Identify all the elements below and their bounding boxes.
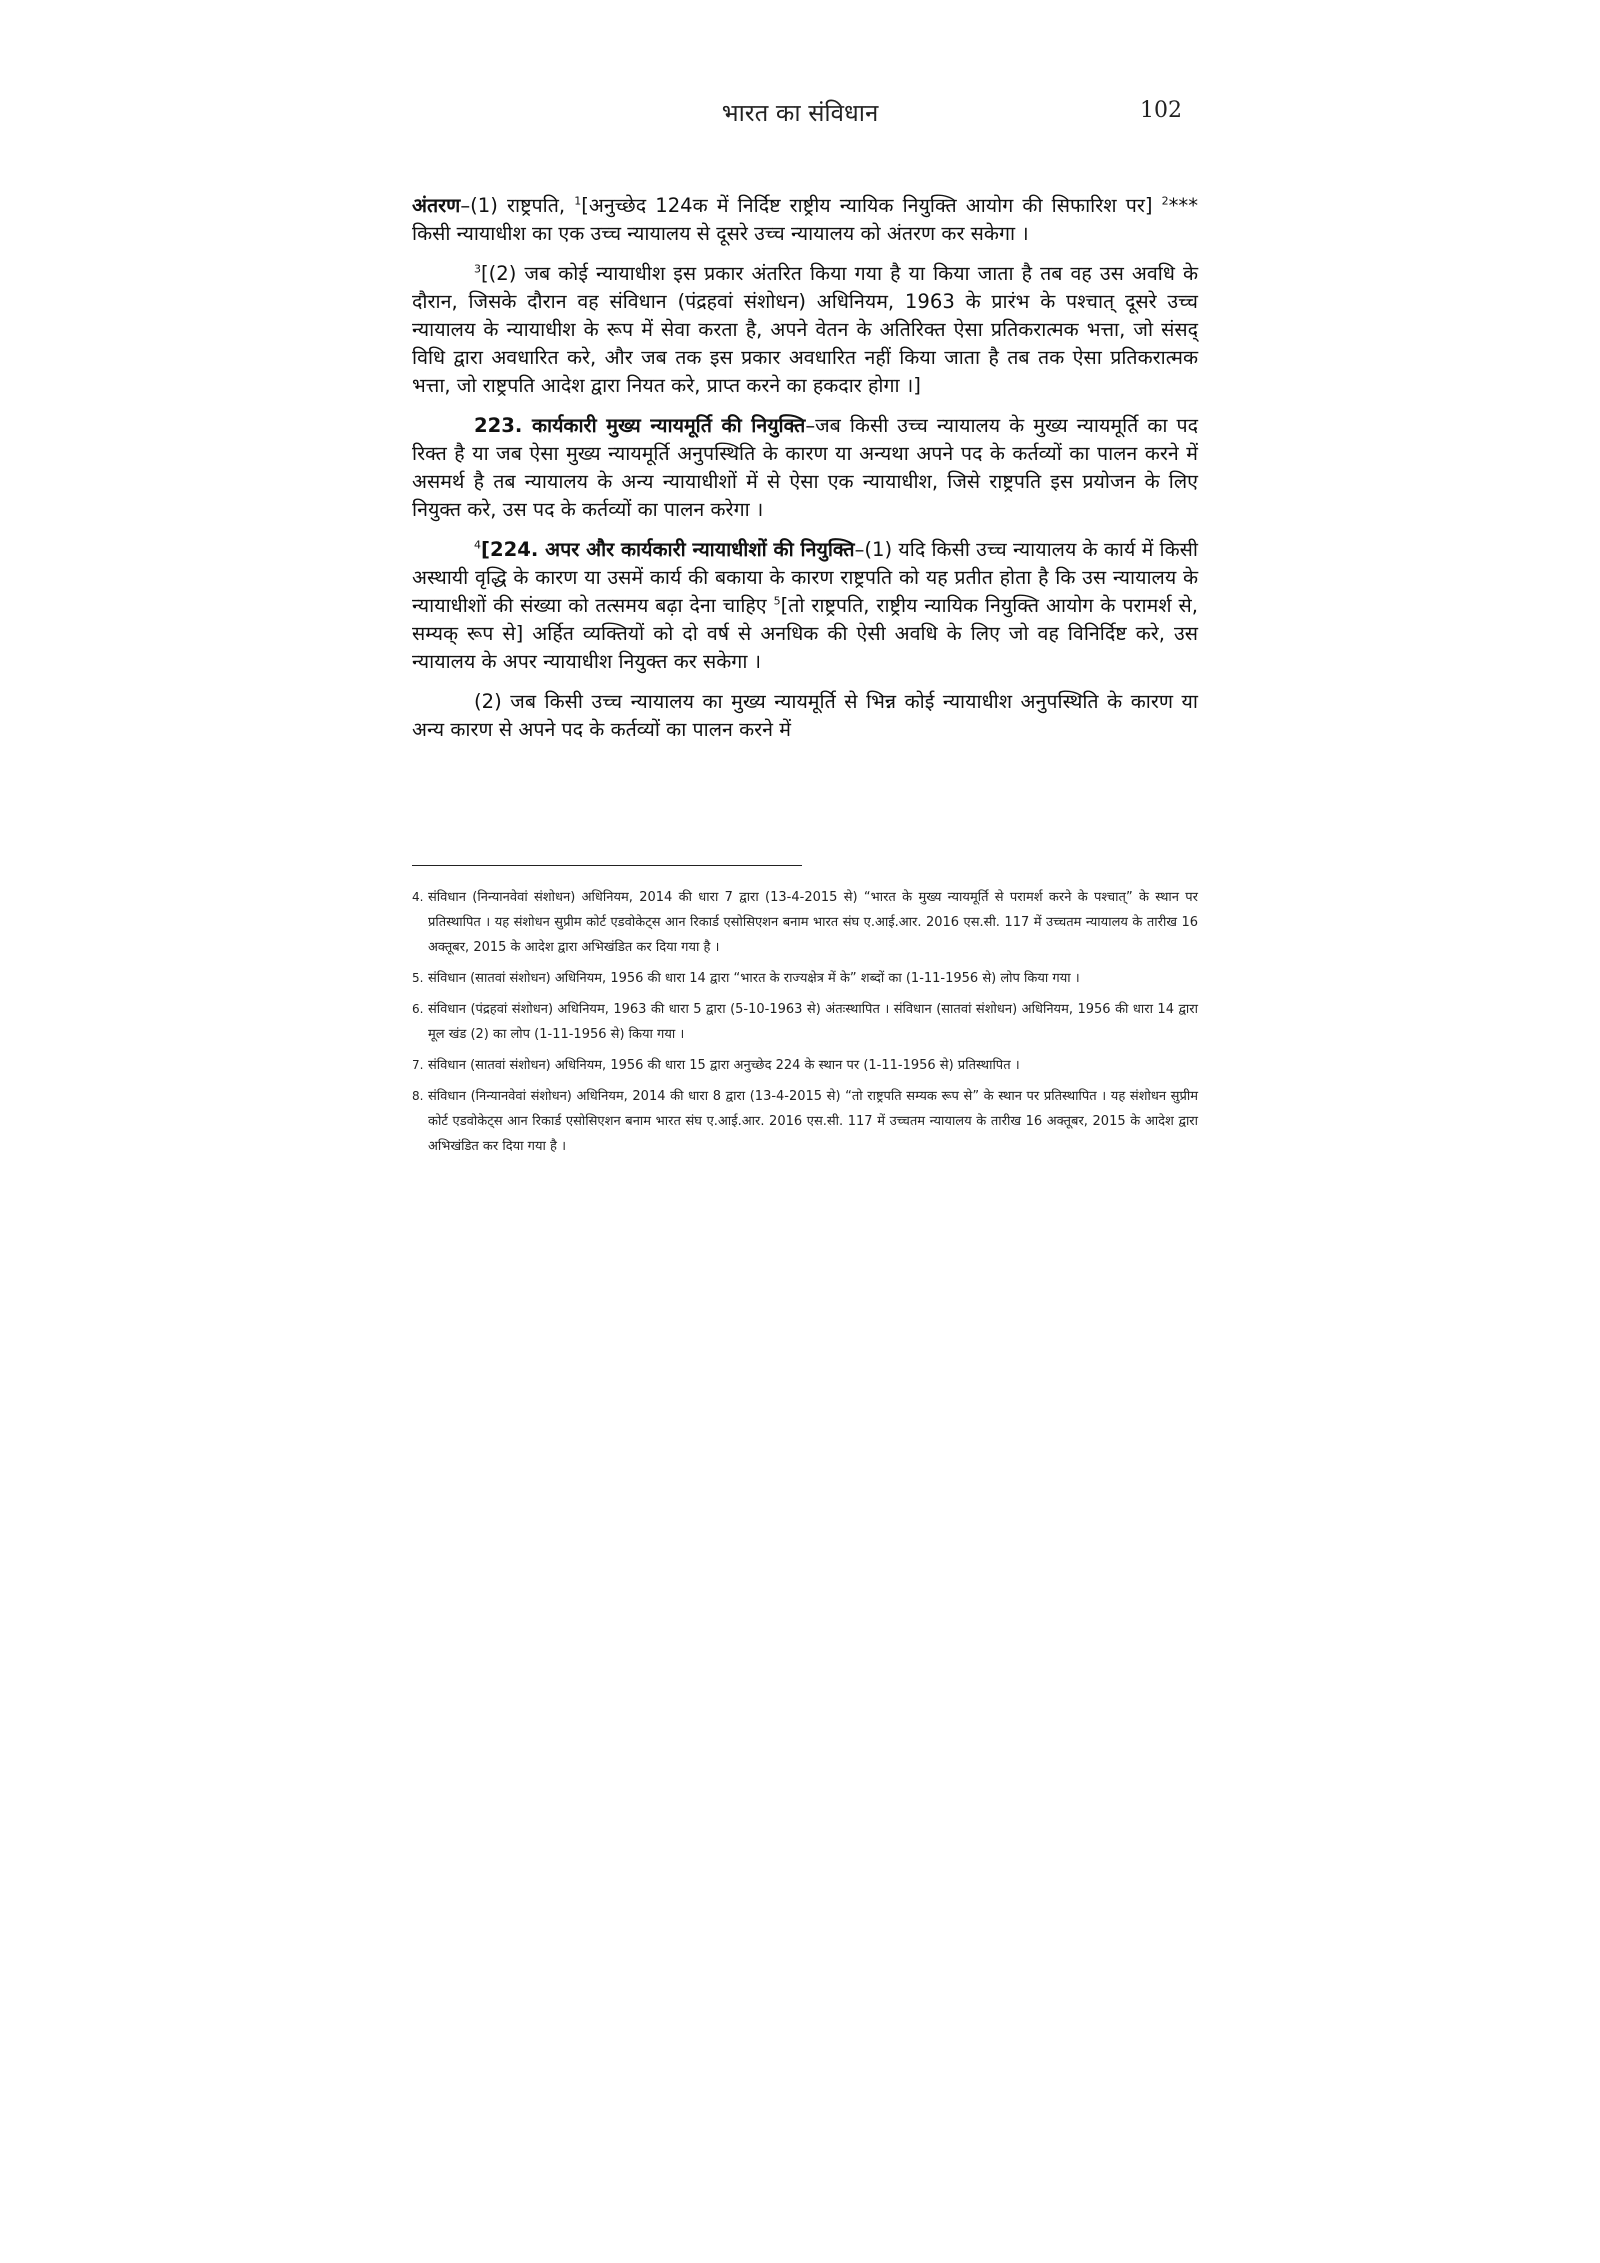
footnote-ref: 3 <box>474 262 481 276</box>
article-heading-224: [224. अपर और कार्यकारी न्यायाधीशों की नियुक्ति <box>481 538 855 561</box>
footnote-ref: 5 <box>773 594 781 608</box>
footnote-item <box>412 966 1198 991</box>
footnote-ref: 4 <box>474 538 481 552</box>
footnote-item <box>412 1084 1198 1159</box>
footnote-number: 8. <box>412 1089 424 1103</box>
paragraph-text: –(1) यदि किसी उच्च न्यायालय के कार्य में किसी अस्थायी वृद्धि के कारण या उसमें कार्य की बकाया के कारण राष्ट्रपति को यह प्रतीत होता है कि उस न्यायालय के न्यायाधीशों की संख्या को तत्समय बढ़ा देना चाहिए <box>412 538 1198 617</box>
paragraph-article-223 <box>412 412 1198 524</box>
footnote-ref: 1 <box>574 194 582 208</box>
paragraph-article-224 <box>412 536 1198 676</box>
article-heading-223: 223. कार्यकारी मुख्य न्यायमूर्ति की नियुक्ति <box>474 414 806 437</box>
footnote-text: संविधान (पंद्रहवां संशोधन) अधिनियम, 1963 की धारा 5 द्वारा (5-10-1963 से) अंतःस्थापित । संविधान (सातवां संशोधन) अधिनियम, 1956 की धारा 14 द्वारा मूल खंड (2) का लोप (1-11-1956 से) किया गया । <box>428 1002 1198 1042</box>
footnote-text: संविधान (निन्यानवेवां संशोधन) अधिनियम, 2014 की धारा 7 द्वारा (13-4-2015 से) “भारत के मुख्य न्यायमूर्ति से परामर्श करने के पश्चात्” के स्थान पर प्रतिस्थापित । यह संशोधन सुप्रीम कोर्ट एडवोकेट्स आन रिकार्ड एसोसिएशन बनाम भारत संघ ए.आई.आर. 2016 एस.सी. 117 में उच्चतम न्यायालय के तारीख 16 अक्तूबर, 2015 के आदेश द्वारा अभिखंडित कर दिया गया है । <box>428 890 1198 955</box>
paragraph-text: [(2) जब कोई न्यायाधीश इस प्रकार अंतरित किया गया है या किया जाता है तब वह उस अवधि के दौरान, जिसके दौरान वह संविधान (पंद्रहवां संशोधन) अधिनियम, 1963 के प्रारंभ के पश्चात् दूसरे उच्च न्यायालय के न्यायाधीश के रूप में सेवा करता है, अपने वेतन के अतिरिक्त ऐसा प्रतिकरात्मक भत्ता, जो संसद् विधि द्वारा अवधारित करे, और जब तक इस प्रकार अवधारित नहीं किया जाता है तब तक ऐसा प्रतिकरात्मक भत्ता, जो राष्ट्रपति आदेश द्वारा नियत करे, प्राप्त करने का हकदार होगा ।] <box>412 262 1198 397</box>
footnote-number: 4. <box>412 890 424 904</box>
paragraph-text: [अनुच्छेद 124क में निर्दिष्ट राष्ट्रीय न्यायिक नियुक्ति आयोग की सिफारिश पर] <box>581 194 1162 217</box>
heading-dash: – <box>460 194 471 217</box>
footnote-text: संविधान (सातवां संशोधन) अधिनियम, 1956 की धारा 14 द्वारा “भारत के राज्यक्षेत्र में के” शब्दों का (1-11-1956 से) लोप किया गया । <box>428 971 1080 986</box>
paragraph-text: [तो राष्ट्रपति, राष्ट्रीय न्यायिक नियुक्ति आयोग के परामर्श से, सम्यक् रूप से] अर्हित व्यक्तियों को दो वर्ष से अनधिक की ऐसी अवधि के लिए जो वह विनिर्दिष्ट करे, उस न्यायालय के अपर न्यायाधीश नियुक्त कर सकेगा । <box>412 594 1198 673</box>
running-header-title: भारत का संविधान <box>721 99 879 127</box>
footnote-item <box>412 1053 1198 1078</box>
footnotes-section <box>412 885 1198 1165</box>
footnote-text: संविधान (निन्यानवेवां संशोधन) अधिनियम, 2014 की धारा 8 द्वारा (13-4-2015 से) “तो राष्ट्रपति सम्यक रूप से” के स्थान पर प्रतिस्थापित । यह संशोधन सुप्रीम कोर्ट एडवोकेट्स आन रिकार्ड एसोसिएशन बनाम भारत संघ ए.आई.आर. 2016 एस.सी. 117 में उच्चतम न्यायालय के तारीख 16 अक्तूबर, 2015 के आदेश द्वारा अभिखंडित कर दिया गया है । <box>428 1089 1198 1154</box>
paragraph-article-224-2 <box>412 688 1198 744</box>
paragraph-transfer-2 <box>412 260 1198 400</box>
page-number: 102 <box>1140 98 1182 123</box>
footnote-divider <box>412 865 802 866</box>
footnote-number: 6. <box>412 1002 424 1016</box>
footnote-text: संविधान (सातवां संशोधन) अधिनियम, 1956 की धारा 15 द्वारा अनुच्छेद 224 के स्थान पर (1-11-1956 से) प्रतिस्थापित । <box>428 1058 1020 1073</box>
footnote-number: 7. <box>412 1058 424 1072</box>
footnote-item <box>412 997 1198 1047</box>
footnote-item <box>412 885 1198 960</box>
paragraph-text: –जब किसी उच्च न्यायालय के मुख्य न्यायमूर्ति का पद रिक्त है या जब ऐसा मुख्य न्यायमूर्ति अनुपस्थिति के कारण या अन्यथा अपने पद के कर्तव्यों का पालन करने में असमर्थ है तब न्यायालय के अन्य न्यायाधीशों में से ऐसा एक न्यायाधीश, जिसे राष्ट्रपति इस प्रयोजन के लिए नियुक्त करे, उस पद के कर्तव्यों का पालन करेगा । <box>412 414 1198 521</box>
footnote-number: 5. <box>412 971 424 985</box>
article-body <box>412 192 1198 756</box>
footnote-ref: 2 <box>1161 194 1169 208</box>
paragraph-text: (1) राष्ट्रपति, <box>470 194 575 217</box>
paragraph-text: *** किसी न्यायाधीश का एक उच्च न्यायालय से दूसरे उच्च न्यायालय को अंतरण कर सकेगा । <box>412 194 1198 245</box>
article-heading-transfer: अंतरण <box>412 194 461 217</box>
paragraph-text: (2) जब किसी उच्च न्यायालय का मुख्य न्यायमूर्ति से भिन्न कोई न्यायाधीश अनुपस्थिति के कारण या अन्य कारण से अपने पद के कर्तव्यों का पालन करने में <box>412 690 1199 741</box>
paragraph-transfer-1 <box>412 192 1198 248</box>
